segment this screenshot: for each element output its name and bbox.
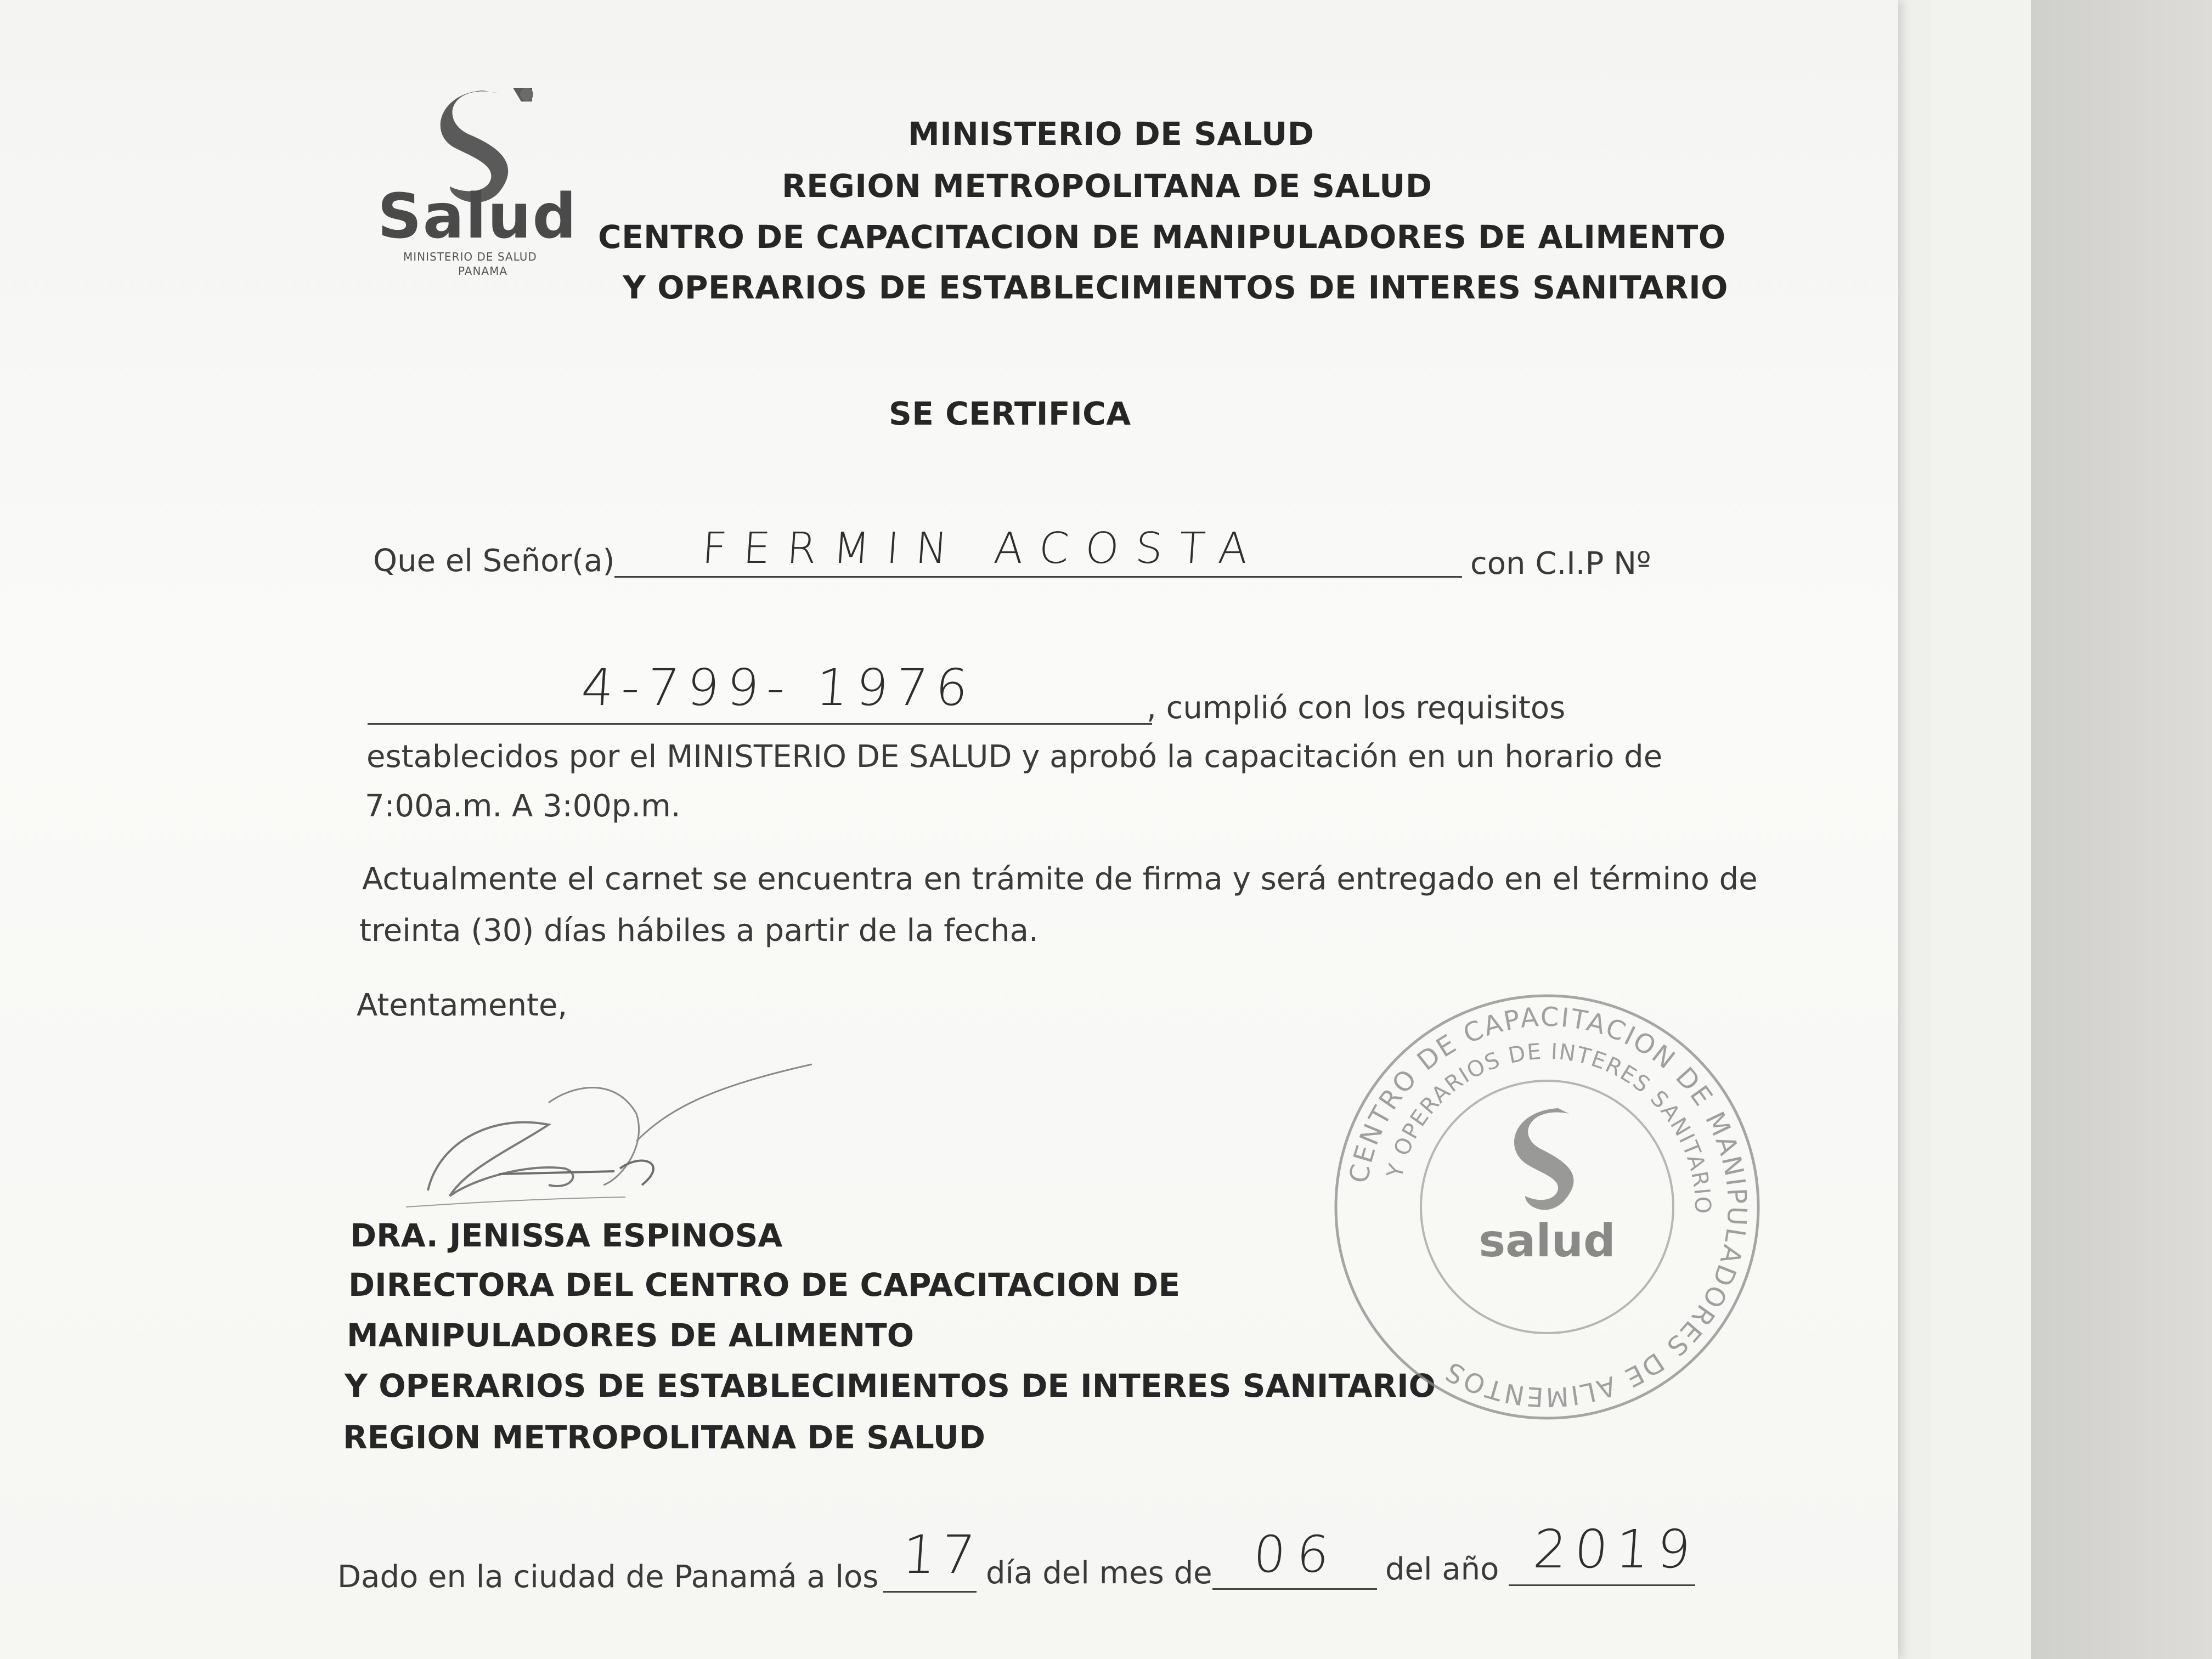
paper-stack-sheet bbox=[1931, 0, 2042, 1659]
header-line-operarios: Y OPERARIOS DE ESTABLECIMIENTOS DE INTERES SANITARIO bbox=[623, 269, 1728, 306]
stamp-ring-text: CENTRO DE CAPACITACION DE MANIPULADORES DE ALIMENTOS bbox=[1343, 1001, 1753, 1413]
stamp-inner-text: Y OPERARIOS DE INTERES SANITARIO bbox=[1382, 1039, 1716, 1215]
logo-subtitle: MINISTERIO DE SALUD bbox=[403, 250, 537, 263]
signature-scribble bbox=[384, 1053, 834, 1229]
cip-underline bbox=[368, 723, 1152, 725]
header-line-centro: CENTRO DE CAPACITACION DE MANIPULADORES DE ALIMENTO bbox=[598, 218, 1726, 256]
month-value: 06 bbox=[1251, 1525, 1342, 1584]
signatory-title-1: DIRECTORA DEL CENTRO DE CAPACITACION DE bbox=[348, 1266, 1181, 1304]
header-line-ministry: MINISTERIO DE SALUD bbox=[908, 115, 1314, 153]
year-underline bbox=[1509, 1584, 1695, 1586]
dado-label: Dado en la ciudad de Panamá a los bbox=[337, 1559, 879, 1595]
name-value: FERMIN ACOSTA bbox=[700, 524, 1266, 573]
stamp-word: salud bbox=[1479, 1215, 1616, 1267]
que-label: Que el Señor(a) bbox=[373, 543, 615, 579]
body-line-2: establecidos por el MINISTERIO DE SALUD y aprobó la capacitación en un horario de bbox=[366, 739, 1663, 775]
para-line-2: treinta (30) días hábiles a partir de la fecha. bbox=[359, 913, 1039, 949]
name-underline bbox=[614, 576, 1462, 578]
month-underline bbox=[1212, 1588, 1377, 1590]
cip-label: con C.I.P Nº bbox=[1470, 546, 1651, 582]
logo-word: Salud bbox=[377, 181, 578, 252]
cumplio-text: , cumplió con los requisitos bbox=[1147, 690, 1566, 726]
official-stamp bbox=[1328, 988, 1767, 1426]
day-underline bbox=[883, 1591, 977, 1593]
day-value: 17 bbox=[900, 1524, 983, 1585]
signatory-title-3: Y OPERARIOS DE ESTABLECIMIENTOS DE INTERES SANITARIO bbox=[345, 1367, 1436, 1404]
logo-subtitle-2: PANAMA bbox=[458, 264, 508, 278]
signatory-name: DRA. JENISSA ESPINOSA bbox=[350, 1217, 783, 1254]
desk-surface bbox=[2031, 0, 2212, 1659]
header-line-region: REGION METROPOLITANA DE SALUD bbox=[782, 167, 1432, 205]
stamp-serpent-icon bbox=[1514, 1108, 1574, 1210]
cip-value: 4-799- 1976 bbox=[579, 658, 978, 717]
mes-label: día del mes de bbox=[986, 1555, 1212, 1591]
anio-label: del año bbox=[1385, 1551, 1499, 1587]
closing: Atentamente, bbox=[357, 988, 568, 1023]
signatory-title-2: MANIPULADORES DE ALIMENTO bbox=[347, 1317, 915, 1354]
year-value: 2019 bbox=[1531, 1519, 1701, 1580]
certificate-title: SE CERTIFICA bbox=[889, 395, 1131, 432]
para-line-1: Actualmente el carnet se encuentra en trámite de firma y será entregado en el término de bbox=[362, 861, 1758, 897]
signatory-title-4: REGION METROPOLITANA DE SALUD bbox=[343, 1419, 986, 1456]
body-line-3: 7:00a.m. A 3:00p.m. bbox=[365, 788, 681, 824]
